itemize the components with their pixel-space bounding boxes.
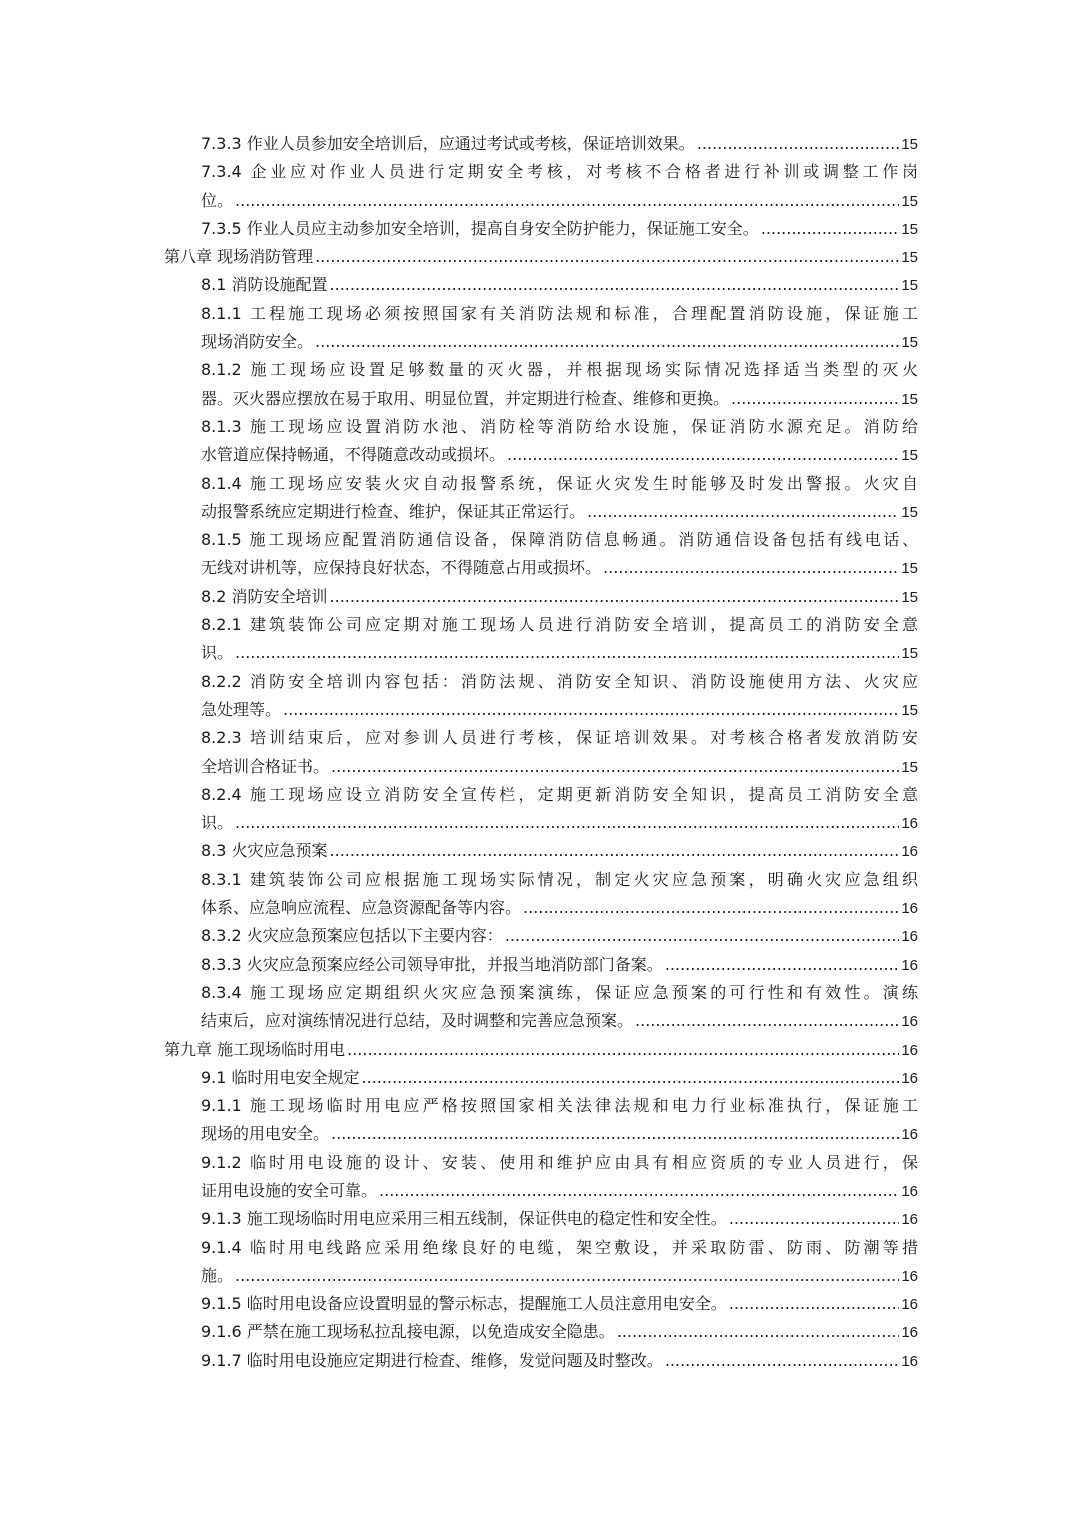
toc-entry-line [164,1036,918,1064]
toc-section-entry[interactable] [201,271,918,299]
toc-entry-text: 8.2.1 建筑装饰公司应定期对施工现场人员进行消防安全培训，提高员工的消防安全意 [201,615,918,635]
toc-subsection-entry[interactable] [201,158,918,215]
toc-entry-text: 全培训合格证书。 [201,756,330,776]
toc-page-number: 15 [901,701,918,719]
toc-entry-text: 器。灭火器应摆放在易于取用、明显位置，并定期进行检查、维修和更换。 [201,388,730,408]
toc-entry-line [201,1347,918,1375]
toc-entry-line [201,979,918,1007]
toc-entry-text: 8.3.4 施工现场应定期组织火灾应急预案演练，保证应急预案的可行性和有效性。演练 [201,982,918,1002]
toc-entry-line [201,441,918,469]
toc-section-entry[interactable] [201,583,918,611]
toc-page-number: 16 [901,1182,918,1200]
toc-entry-line [201,470,918,498]
toc-entry-line [201,158,918,186]
toc-entry-line [201,837,918,865]
toc-entry-text: 8.1 消防设施配置 [201,275,328,295]
toc-entry-text: 9.1.6 严禁在施工现场私拉乱接电源，以免造成安全隐患。 [201,1322,615,1342]
toc-entry-line [201,781,918,809]
toc-entry-text: 8.3.2 火灾应急预案应包括以下主要内容： [201,926,503,946]
toc-page-number: 16 [901,956,918,974]
toc-subsection-entry[interactable] [201,1205,918,1233]
dot-leader [697,130,900,158]
toc-subsection-entry[interactable] [201,130,918,158]
toc-entry-text: 7.3.3 作业人员参加安全培训后，应通过考试或考核，保证培训效果。 [201,134,695,153]
toc-entry-line [164,243,918,271]
toc-entry-text: 8.2.4 施工现场应设立消防安全宣传栏，定期更新消防安全知识，提高员工消防安全意 [201,784,918,804]
dot-leader [761,215,900,243]
dot-leader [731,385,899,413]
toc-entry-text: 证用电设施的安全可靠。 [201,1180,378,1200]
toc-entry-text: 8.1.1 工程施工现场必须按照国家有关消防法规和标准，合理配置消防设施，保证施工 [201,303,918,323]
toc-entry-text: 7.3.5 作业人员应主动参加安全培训，提高自身安全防护能力，保证施工安全。 [201,218,759,238]
toc-entry-line [201,271,918,299]
dot-leader [315,243,899,271]
toc-entry-text: 识。 [201,643,234,663]
toc-entry-text: 识。 [201,813,234,833]
dot-leader [235,809,899,837]
toc-page-number: 16 [901,928,918,946]
toc-page-number: 16 [901,900,918,918]
toc-subsection-entry[interactable] [201,781,918,838]
toc-page-number: 16 [901,1296,918,1314]
toc-entry-line [201,922,918,950]
toc-entry-text: 9.1.5 临时用电设备应设置明显的警示标志，提醒施工人员注意用电安全。 [201,1294,727,1314]
toc-entry-line [201,413,918,441]
toc-entry-text: 施。 [201,1265,234,1285]
toc-entry-text: 9.1.4 临时用电线路应采用绝缘良好的电缆，架空敷设，并采取防雷、防雨、防潮等措 [201,1237,918,1257]
toc-entry-text: 9.1 临时用电安全规定 [201,1067,360,1087]
toc-section-entry[interactable] [201,1064,918,1092]
toc-entry-line [201,951,918,979]
toc-entry-text: 动报警系统应定期进行检查、维护，保证其正常运行。 [201,501,586,521]
dot-leader [523,894,899,922]
dot-leader [283,696,899,724]
toc-entry-line [201,1205,918,1233]
toc-entry-line [201,866,918,894]
toc-page-number: 15 [901,503,918,521]
toc-entry-line [201,1007,918,1035]
table-of-contents [0,130,1080,1375]
toc-page-number: 15 [901,334,918,352]
toc-subsection-entry[interactable] [201,356,918,413]
toc-entry-line [201,1149,918,1177]
toc-subsection-entry[interactable] [201,951,918,979]
toc-entry-text: 8.2.3 培训结束后，应对参训人员进行考核，保证培训效果。对考核合格者发放消防安 [201,728,918,748]
toc-entry-line [201,356,918,384]
toc-entry-text: 第九章 施工现场临时用电 [164,1039,346,1059]
toc-entry-line [201,583,918,611]
toc-entry-line [201,809,918,837]
toc-page-number: 16 [901,815,918,833]
toc-page-number: 16 [901,1041,918,1059]
toc-page-number: 16 [901,1013,918,1031]
toc-page-number: 15 [901,277,918,295]
dot-leader [587,498,899,526]
toc-entry-line [201,1234,918,1262]
toc-entry-text: 8.3 火灾应急预案 [201,841,328,861]
dot-leader [379,1177,899,1205]
toc-page-number: 15 [901,220,918,238]
dot-leader [331,1120,899,1148]
toc-entry-text: 位。 [201,190,234,210]
toc-entry-line [201,554,918,582]
toc-entry-text: 9.1.1 施工现场临时用电应严格按照国家相关法律法规和电力行业标准执行，保证施工 [201,1096,918,1116]
toc-subsection-entry[interactable] [201,668,918,725]
dot-leader [507,441,899,469]
dot-leader [315,328,899,356]
dot-leader [635,1007,899,1035]
toc-subsection-entry[interactable] [201,1092,918,1149]
toc-entry-text: 现场消防安全。 [201,332,314,352]
toc-entry-text: 8.1.3 施工现场应设置消防水池、消防栓等消防给水设施，保证消防水源充足。消防给 [201,416,918,436]
toc-subsection-entry[interactable] [201,979,918,1036]
toc-entry-line [201,385,918,413]
toc-subsection-entry[interactable] [201,1318,918,1346]
toc-entry-line [201,130,918,158]
dot-leader [729,1290,900,1318]
toc-entry-line [201,753,918,781]
toc-entry-line [201,215,918,243]
toc-subsection-entry[interactable] [201,1290,918,1318]
toc-entry-text: 急处理等。 [201,699,282,719]
toc-page-number: 16 [901,1126,918,1144]
toc-entry-line [201,724,918,752]
toc-entry-line [201,1120,918,1148]
toc-entry-line [201,1064,918,1092]
dot-leader [505,922,900,950]
toc-page-number: 15 [901,192,918,210]
dot-leader [331,753,899,781]
toc-entry-line [201,639,918,667]
toc-entry-text: 8.1.2 施工现场应设置足够数量的灭火器，并根据现场实际情况选择适当类型的灭火 [201,360,918,380]
dot-leader [617,1318,900,1346]
toc-entry-text: 8.3.1 建筑装饰公司应根据施工现场实际情况，制定火灾应急预案，明确火灾应急组织 [201,869,918,889]
toc-subsection-entry[interactable] [201,413,918,470]
toc-entry-text: 无线对讲机等，应保持良好状态，不得随意占用或损坏。 [201,558,602,578]
toc-subsection-entry[interactable] [201,922,918,950]
dot-leader [235,639,899,667]
toc-entry-text: 8.2.2 消防安全培训内容包括：消防法规、消防安全知识、消防设施使用方法、火灾应 [201,671,918,691]
toc-page-number: 15 [901,390,918,408]
toc-entry-line [201,696,918,724]
toc-page-number: 15 [901,447,918,465]
toc-page-number: 15 [901,560,918,578]
toc-subsection-entry[interactable] [201,866,918,923]
dot-leader [330,583,900,611]
dot-leader [603,554,899,582]
toc-entry-line [201,300,918,328]
toc-entry-line [201,498,918,526]
toc-page-number: 16 [901,1069,918,1087]
toc-entry-line [201,668,918,696]
toc-page-number: 15 [901,758,918,776]
toc-page-number: 15 [901,249,918,267]
toc-page-number: 16 [901,1211,918,1229]
toc-subsection-entry[interactable] [201,215,918,243]
toc-entry-text: 水管道应保持畅通，不得随意改动或损坏。 [201,445,506,465]
toc-subsection-entry[interactable] [201,1347,918,1375]
toc-entry-text: 结束后，应对演练情况进行总结，及时调整和完善应急预案。 [201,1011,634,1031]
toc-entry-text: 9.1.3 施工现场临时用电应采用三相五线制，保证供电的稳定性和安全性。 [201,1209,727,1229]
toc-entry-line [201,1318,918,1346]
toc-entry-text: 9.1.7 临时用电设施应定期进行检查、维修，发觉问题及时整改。 [201,1350,663,1370]
toc-page-number: 16 [901,1324,918,1342]
toc-entry-text: 8.1.5 施工现场应配置消防通信设备，保障消防信息畅通。消防通信设备包括有线电话、 [201,530,918,550]
toc-entry-line [201,611,918,639]
toc-chapter-entry[interactable] [164,243,918,271]
toc-subsection-entry[interactable] [201,300,918,357]
dot-leader [347,1036,899,1064]
dot-leader [235,187,899,215]
dot-leader [665,1347,900,1375]
toc-entry-line [201,328,918,356]
dot-leader [330,271,900,299]
toc-chapter-entry[interactable] [164,1036,918,1064]
toc-page-number: 15 [901,588,918,606]
toc-subsection-entry[interactable] [201,526,918,583]
toc-subsection-entry[interactable] [201,470,918,527]
toc-entry-text: 现场的用电安全。 [201,1124,330,1144]
dot-leader [729,1205,900,1233]
toc-subsection-entry[interactable] [201,724,918,781]
toc-page-number: 16 [901,843,918,861]
toc-entry-text: 体系、应急响应流程、应急资源配备等内容。 [201,898,522,918]
toc-subsection-entry[interactable] [201,1149,918,1206]
toc-entry-text: 9.1.2 临时用电设施的设计、安装、使用和维护应由具有相应资质的专业人员进行，保 [201,1152,918,1172]
toc-entry-text: 第八章 现场消防管理 [164,247,314,267]
toc-page-number: 16 [901,1267,918,1285]
toc-entry-line [201,1177,918,1205]
toc-entry-line [201,894,918,922]
toc-entry-line [201,1092,918,1120]
toc-entry-line [201,187,918,215]
toc-entry-line [201,1262,918,1290]
dot-leader [665,951,900,979]
toc-page-number: 15 [901,645,918,663]
toc-subsection-entry[interactable] [201,611,918,668]
toc-entry-text: 8.3.3 火灾应急预案应经公司领导审批，并报当地消防部门备案。 [201,954,663,974]
toc-entry-line [201,1290,918,1318]
toc-subsection-entry[interactable] [201,1234,918,1291]
toc-entry-text: 8.1.4 施工现场应安装火灾自动报警系统，保证火灾发生时能够及时发出警报。火灾自 [201,473,918,493]
toc-entry-text: 8.2 消防安全培训 [201,586,328,606]
toc-entry-text: 7.3.4 企业应对作业人员进行定期安全考核，对考核不合格者进行补训或调整工作岗 [201,162,918,182]
toc-entry-line [201,526,918,554]
dot-leader [235,1262,899,1290]
toc-page-number: 15 [901,136,918,153]
dot-leader [330,837,900,865]
toc-page-number: 16 [901,1352,918,1370]
dot-leader [362,1064,900,1092]
toc-section-entry[interactable] [201,837,918,865]
